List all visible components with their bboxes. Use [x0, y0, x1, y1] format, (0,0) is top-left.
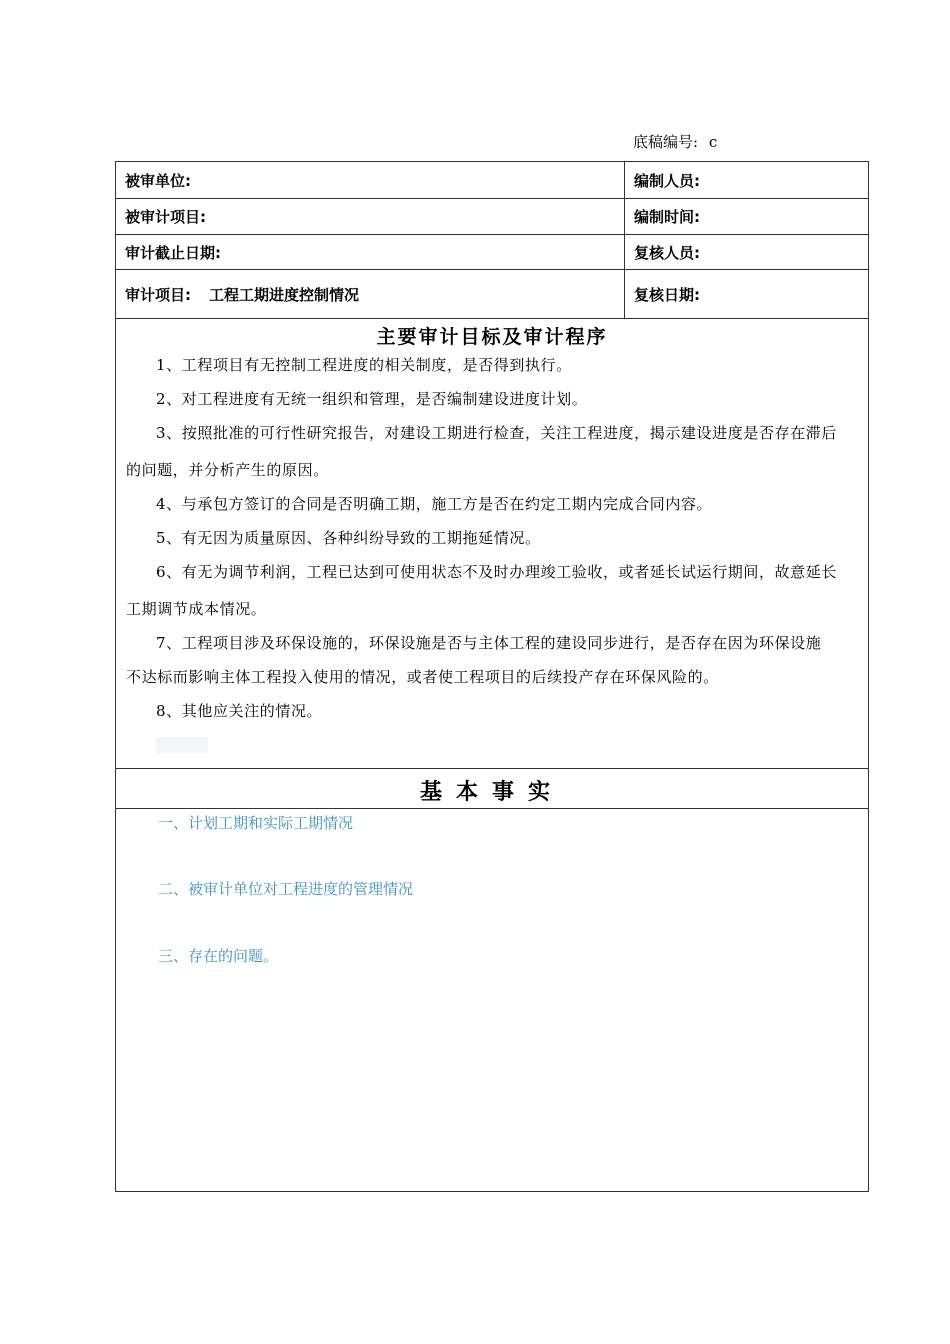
objectives-title: 主要审计目标及审计程序 — [376, 326, 608, 348]
info-row-3 — [116, 235, 868, 270]
audited-project-label: 被审计项目: — [125, 208, 206, 226]
info-row-1 — [116, 162, 868, 199]
objective-line: 1、工程项目有无控制工程进度的相关制度，是否得到执行。 — [156, 356, 572, 374]
preparer-label: 编制人员: — [634, 171, 700, 190]
objective-line: 工期调节成本情况。 — [126, 600, 267, 618]
info-row-4 — [116, 270, 868, 319]
objective-line: 3、按照批准的可行性研究报告，对建设工期进行检查，关注工程进度，揭示建设进度是否存在滞后 — [156, 424, 837, 442]
objective-line: 5、有无因为质量原因、各种纠纷导致的工期拖延情况。 — [156, 529, 541, 547]
objective-line: 2、对工程进度有无统一组织和管理，是否编制建设进度计划。 — [156, 390, 588, 408]
fact-item: 一、计划工期和实际工期情况 — [158, 814, 354, 832]
fact-item: 三、存在的问题。 — [158, 947, 279, 965]
audit-worksheet-table — [115, 161, 869, 1192]
audit-item — [125, 270, 359, 318]
draft-number-label: 底稿编号: — [633, 133, 699, 151]
facts-header — [116, 769, 868, 809]
objective-line: 6、有无为调节利润，工程已达到可使用状态不及时办理竣工验收，或者延长试运行期间，故意延长 — [156, 563, 837, 581]
objectives-section — [116, 319, 868, 769]
facts-title: 基本事实 — [419, 779, 564, 805]
objective-line: 的问题，并分析产生的原因。 — [126, 461, 329, 479]
review-date-label: 复核日期: — [634, 285, 700, 304]
objective-line: 7、工程项目涉及环保设施的，环保设施是否与主体工程的建设同步进行，是否存在因为环保设施 — [156, 634, 822, 652]
reviewer-label: 复核人员: — [634, 243, 700, 262]
objective-line: 4、与承包方签订的合同是否明确工期，施工方是否在约定工期内完成合同内容。 — [156, 495, 713, 513]
objective-line: 8、其他应关注的情况。 — [156, 702, 323, 720]
info-row-2 — [116, 199, 868, 235]
draft-number-value: c — [708, 133, 718, 151]
audited-unit-label: 被审单位: — [125, 171, 191, 190]
audit-item-label: 审计项目: — [125, 285, 191, 304]
cutoff-date-label: 审计截止日期: — [125, 243, 221, 262]
objective-line: 不达标而影响主体工程投入使用的情况，或者使工程项目的后续投产存在环保风险的。 — [126, 668, 719, 686]
prepared-time-label: 编制时间: — [634, 208, 700, 226]
audit-item-value: 工程工期进度控制情况 — [209, 285, 360, 304]
faint-highlight — [156, 737, 208, 753]
fact-item: 二、被审计单位对工程进度的管理情况 — [158, 880, 414, 898]
draft-number — [633, 132, 717, 152]
